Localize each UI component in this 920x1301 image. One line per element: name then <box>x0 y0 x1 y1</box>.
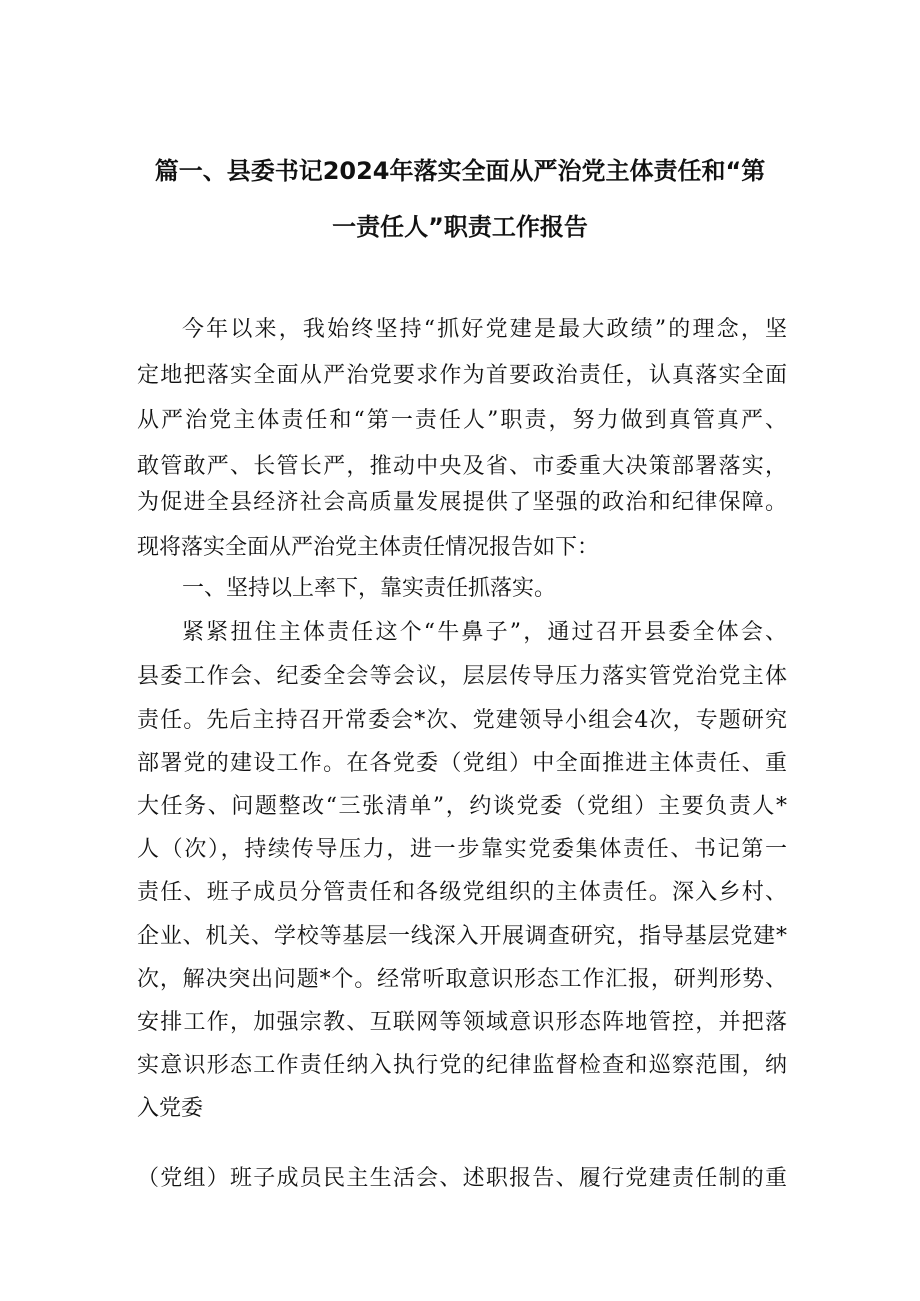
body-line: 大任务、问题整改“三张清单”，约谈党委（党组）主要负责人* <box>137 794 787 819</box>
body-line: 部署党的建设工作。在各党委（党组）中全面推进主体责任、重 <box>137 751 787 776</box>
body-line: 安排工作，加强宗教、互联网等领域意识形态阵地管控，并把落 <box>137 1010 787 1035</box>
body-line: 现将落实全面从严治党主体责任情况报告如下： <box>137 535 600 560</box>
body-line: 定地把落实全面从严治党要求作为首要政治责任，认真落实全面 <box>137 363 787 388</box>
body-line: 实意识形态工作责任纳入执行党的纪律监督检查和巡察范围，纳 <box>137 1053 787 1078</box>
body-line: 敢管敢严、长管长严，推动中央及省、市委重大决策部署落实， <box>137 454 787 479</box>
body-line: 入党委 <box>137 1096 204 1121</box>
document-title-line-1: 篇一、县委书记2024年落实全面从严治党主体责任和“第 <box>154 157 766 185</box>
body-line: 人（次），持续传导压力，进一步靠实党委集体责任、书记第一 <box>137 837 787 862</box>
section-heading: 一、坚持以上率下，靠实责任抓落实。 <box>182 576 557 601</box>
body-line: 次，解决突出问题*个。经常听取意识形态工作汇报，研判形势、 <box>137 967 787 992</box>
body-line: 企业、机关、学校等基层一线深入开展调查研究，指导基层党建* <box>137 924 787 949</box>
body-line: 从严治党主体责任和“第一责任人”职责，努力做到真管真严、 <box>137 408 787 433</box>
document-title-line-2: 一责任人”职责工作报告 <box>332 213 588 241</box>
body-line: 为促进全县经济社会高质量发展提供了坚强的政治和纪律保障。 <box>137 490 787 515</box>
body-line: 今年以来，我始终坚持“抓好党建是最大政绩”的理念，坚 <box>182 317 787 342</box>
body-line: 紧紧扭住主体责任这个“牛鼻子”，通过召开县委全体会、 <box>182 620 787 645</box>
body-line: （党组）班子成员民主生活会、述职报告、履行党建责任制的重 <box>137 1166 787 1191</box>
body-line: 责任。先后主持召开常委会*次、党建领导小组会4次，专题研究 <box>137 708 787 733</box>
body-line: 责任、班子成员分管责任和各级党组织的主体责任。深入乡村、 <box>137 880 787 905</box>
body-line: 县委工作会、纪委全会等会议，层层传导压力落实管党治党主体 <box>137 664 787 689</box>
